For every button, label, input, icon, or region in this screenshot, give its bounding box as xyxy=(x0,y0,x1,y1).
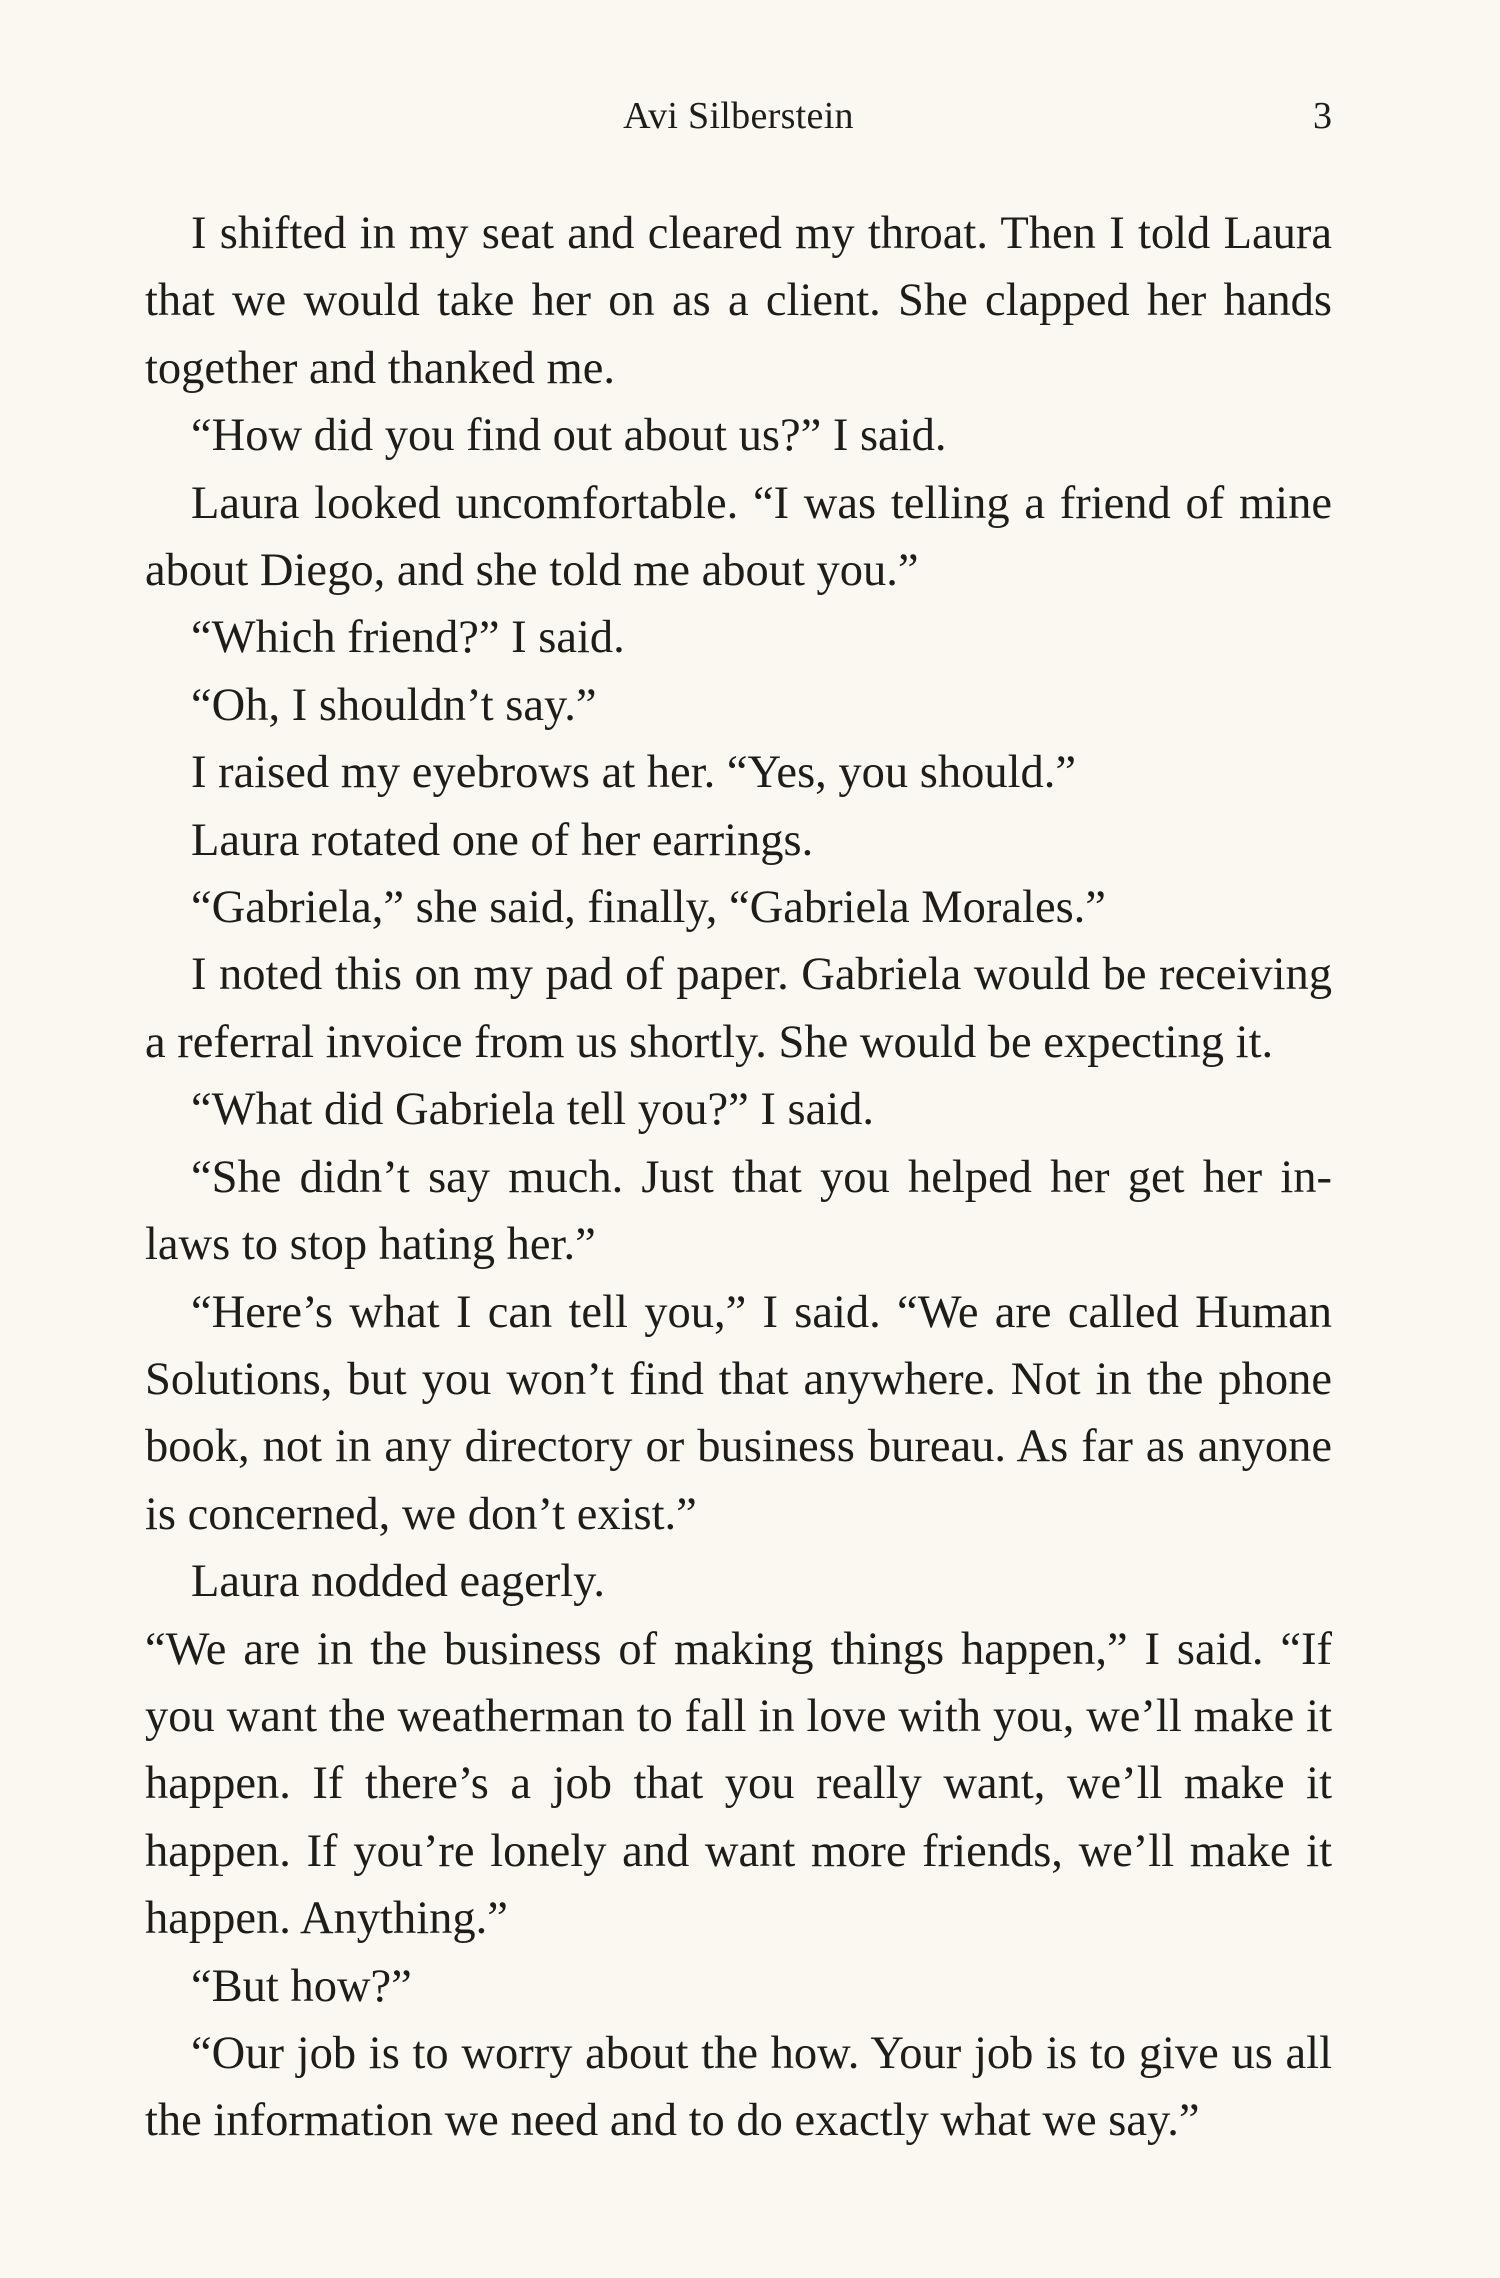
paragraph: “Here’s what I can tell you,” I said. “We are called Human Solutions, but you won’t find that anywhere. Not in the phone book, not in any directory or business bureau. As far as anyone is concerned, we don’t exist.” xyxy=(145,1286,1332,1540)
paragraph: “She didn’t say much. Just that you helped her get her in-laws to stop hating her.” xyxy=(145,1151,1332,1271)
paragraph: Laura rotated one of her earrings. xyxy=(191,814,814,866)
paragraph: “Oh, I shouldn’t say.” xyxy=(191,679,597,731)
paragraph: Laura looked uncomfortable. “I was telling a friend of mine about Diego, and she told me about you.” xyxy=(145,477,1332,597)
paragraph: “Our job is to worry about the how. Your job is to give us all the information we need and to do exactly what we say.” xyxy=(145,2027,1332,2147)
paragraph: “What did Gabriela tell you?” I said. xyxy=(191,1084,875,1136)
running-head xyxy=(145,88,1332,144)
running-head-author: Avi Silberstein xyxy=(623,95,854,137)
paragraph: I raised my eyebrows at her. “Yes, you should.” xyxy=(191,747,1077,799)
paragraph: I noted this on my pad of paper. Gabriela would be receiving a referral invoice from us shortly. She would be expecting it. xyxy=(145,949,1332,1068)
paragraph: “How did you find out about us?” I said. xyxy=(191,410,947,462)
paragraph: “Gabriela,” she said, finally, “Gabriela Morales.” xyxy=(191,882,1106,934)
body-text xyxy=(145,200,1332,2155)
paragraph: Laura nodded eagerly. xyxy=(191,1556,605,1608)
paragraph: “Which friend?” I said. xyxy=(191,612,625,664)
paragraph: “But how?” xyxy=(191,1960,412,2012)
page-number: 3 xyxy=(1313,95,1332,137)
paragraph: “We are in the business of making things happen,” I said. “If you want the weatherman to fall in love with you, we’ll make it happen. If there’s a job that you really want, we’ll make it happen. If you’re lonely and want more friends, we’ll make it happen. Anything.” xyxy=(145,1623,1332,1945)
paragraph: I shifted in my seat and cleared my throat. Then I told Laura that we would take her on as a client. She clapped her hands together and thanked me. xyxy=(145,208,1332,394)
